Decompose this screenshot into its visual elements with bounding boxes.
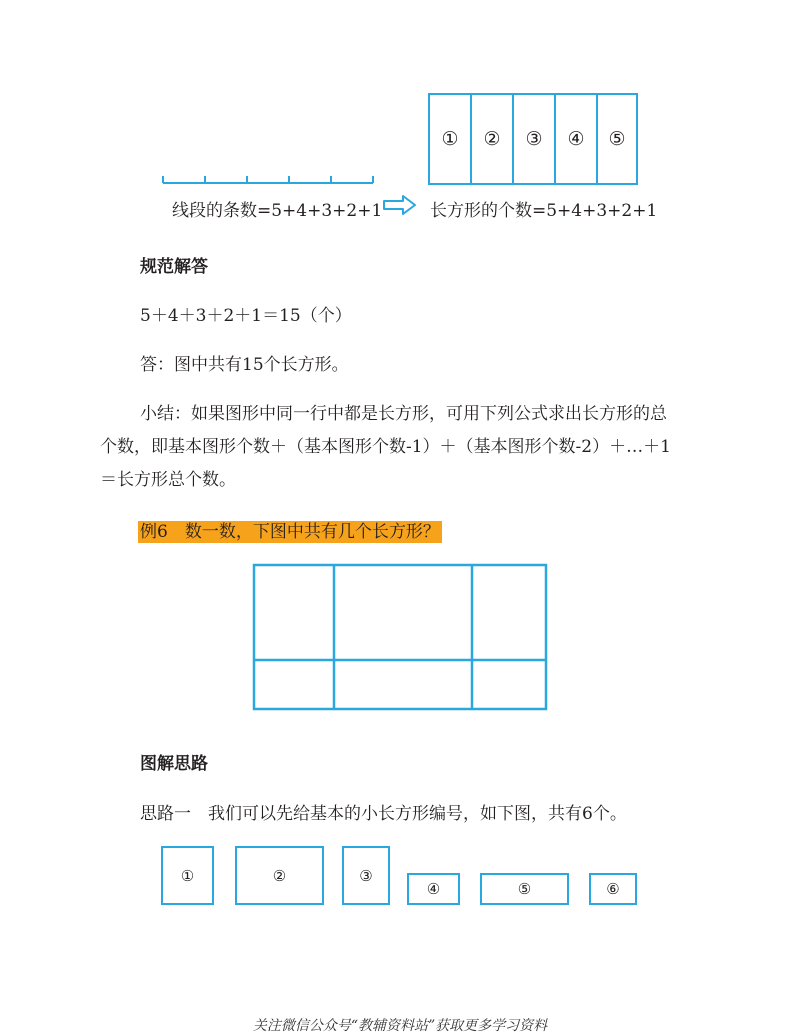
rect-cell: ② — [472, 95, 514, 183]
segment-line-figure — [160, 176, 380, 190]
small-rect-4: ④ — [407, 873, 460, 905]
rect-cell: ⑤ — [608, 128, 626, 150]
analysis-heading: 图解思路 — [140, 754, 208, 774]
solution-heading: 规范解答 — [140, 257, 208, 277]
small-rect-3: ③ — [342, 846, 390, 905]
solution-equation: 5＋4＋3＋2＋1＝15（个） — [140, 306, 352, 326]
small-rect-1: ① — [161, 846, 214, 905]
rect-caption: 长方形的个数=5+4+3+2+1 — [430, 201, 658, 221]
small-rect-2: ② — [235, 846, 324, 905]
example6-title — [138, 517, 442, 542]
small-rect-5: ⑤ — [480, 873, 569, 905]
rect-row-figure — [428, 93, 638, 185]
example6-highlight: 例6 数一数，下图中共有几个长方形？ — [140, 522, 440, 542]
example6-figure — [253, 564, 549, 712]
idea-one-text: 思路一 我们可以先给基本的小长方形编号，如下图，共有6个。 — [140, 804, 627, 824]
rect-cell: ① — [430, 95, 472, 183]
right-arrow-icon — [383, 195, 417, 215]
rect-cell: ③ — [514, 95, 556, 183]
footer-note: 关注微信公众号“教辅资料站”获取更多学习资料 — [252, 1018, 548, 1034]
rect-cell: ④ — [556, 95, 598, 183]
small-rect-6: ⑥ — [589, 873, 637, 905]
solution-answer: 答：图中共有15个长方形。 — [140, 355, 349, 375]
segment-caption: 线段的条数=5+4+3+2+1 — [172, 201, 383, 221]
summary-paragraph: 小结：如果图形中同一行中都是长方形，可用下列公式求出长方形的总个数，即基本图形个数＋（基本图形个数-1）＋（基本图形个数-2）＋…＋1＝长方形总个数。 — [100, 404, 671, 490]
